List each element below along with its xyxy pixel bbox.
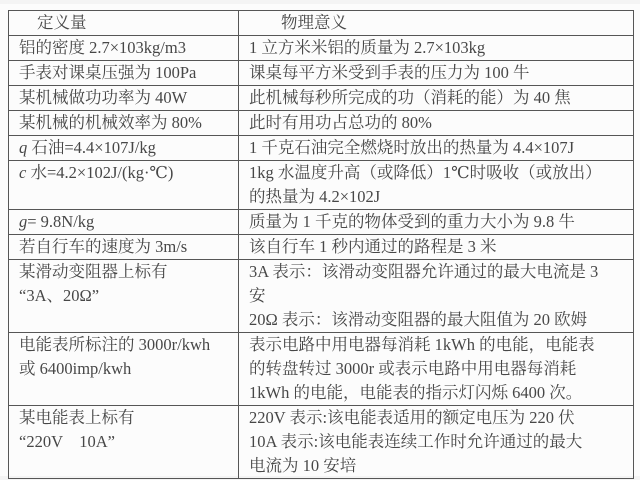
header-definition: 定义量 — [9, 11, 239, 36]
italic-symbol: c — [19, 163, 27, 182]
cell-definition — [9, 406, 239, 479]
cell-line: 某滑动变阻器上标有 — [19, 262, 168, 281]
table-row — [9, 111, 634, 136]
cell-meaning — [239, 61, 634, 86]
cell-line: 该自行车 1 秒内通过的路程是 3 米 — [249, 237, 497, 256]
cell-line: 的转盘转过 3000r 或表示电路中用电器每消耗 — [249, 359, 577, 378]
cell-line: 表示电路中用电器每消耗 1kWh 的电能，电能表 — [249, 335, 595, 354]
cell-line: 此机械每秒所完成的功（消耗的能）为 40 焦 — [249, 88, 571, 107]
cell-definition — [9, 61, 239, 86]
cell-line: 此时有用功占总功的 80% — [249, 113, 432, 132]
cell-meaning — [239, 161, 634, 210]
table-row — [9, 86, 634, 111]
cell-meaning — [239, 36, 634, 61]
cell-line: c 水=4.2×102J/(kg·℃) — [19, 163, 174, 182]
cell-definition — [9, 235, 239, 260]
cell-meaning — [239, 111, 634, 136]
cell-definition — [9, 333, 239, 406]
cell-meaning — [239, 235, 634, 260]
cell-line: 电能表所标注的 3000r/kwh — [19, 335, 211, 354]
cell-line: 手表对课桌压强为 100Pa — [19, 63, 197, 82]
table-row — [9, 161, 634, 210]
cell-line: 某机械的机械效率为 80% — [19, 113, 202, 132]
cell-definition — [9, 36, 239, 61]
italic-symbol: q — [19, 138, 28, 157]
cell-line: 铝的密度 2.7×103kg/m3 — [19, 38, 186, 57]
table-row — [9, 61, 634, 86]
cell-line: 1kg 水温度升高（或降低）1℃时吸收（或放出） — [249, 163, 602, 182]
cell-line: 1 千克石油完全燃烧时放出的热量为 4.4×107J — [249, 138, 575, 157]
cell-line: “3A、20Ω” — [19, 286, 100, 305]
cell-line: 220V 表示:该电能表适用的额定电压为 220 伏 — [249, 408, 575, 427]
cell-line: 20Ω 表示：该滑动变阻器的最大阻值为 20 欧姆 — [249, 310, 588, 329]
header-meaning: 物理意义 — [239, 11, 634, 36]
cell-meaning — [239, 86, 634, 111]
table-row — [9, 260, 634, 333]
cell-definition — [9, 111, 239, 136]
cell-line: 课桌每平方米受到手表的压力为 100 牛 — [249, 63, 530, 82]
cell-definition — [9, 86, 239, 111]
cell-definition — [9, 260, 239, 333]
document-page — [0, 4, 640, 476]
table-row — [9, 210, 634, 235]
cell-line: 1 立方米米铝的质量为 2.7×103kg — [249, 38, 486, 57]
table-header-row — [9, 11, 634, 36]
cell-definition — [9, 161, 239, 210]
table-body — [9, 36, 634, 479]
cell-line: 若自行车的速度为 3m/s — [19, 237, 188, 256]
cell-line: 10A 表示:该电能表连续工作时允许通过的最大 — [249, 432, 583, 451]
cell-line: 安 — [249, 286, 266, 305]
table-row — [9, 36, 634, 61]
table-row — [9, 235, 634, 260]
table-row — [9, 333, 634, 406]
cell-meaning — [239, 333, 634, 406]
cell-line: 电流为 10 安培 — [249, 456, 357, 475]
cell-meaning — [239, 260, 634, 333]
cell-line: 的热量为 4.2×102J — [249, 187, 381, 206]
italic-symbol: g — [19, 212, 28, 231]
cell-line: 1kWh 的电能，电能表的指示灯闪烁 6400 次。 — [249, 383, 583, 402]
table-row — [9, 406, 634, 479]
cell-meaning — [239, 210, 634, 235]
cell-definition — [9, 210, 239, 235]
cell-line: 质量为 1 千克的物体受到的重力大小为 9.8 牛 — [249, 212, 575, 231]
cell-definition — [9, 136, 239, 161]
cell-line: 或 6400imp/kwh — [19, 359, 132, 378]
cell-line: q 石油=4.4×107J/kg — [19, 138, 156, 157]
table-row — [9, 136, 634, 161]
cell-meaning — [239, 406, 634, 479]
cell-line: 某机械做功功率为 40W — [19, 88, 188, 107]
cell-meaning — [239, 136, 634, 161]
definitions-table — [8, 10, 634, 479]
cell-line: g= 9.8N/kg — [19, 212, 95, 231]
cell-line: 3A 表示：该滑动变阻器允许通过的最大电流是 3 — [249, 262, 599, 281]
cell-line: 某电能表上标有 — [19, 408, 135, 427]
cell-line: “220V 10A” — [19, 432, 115, 451]
